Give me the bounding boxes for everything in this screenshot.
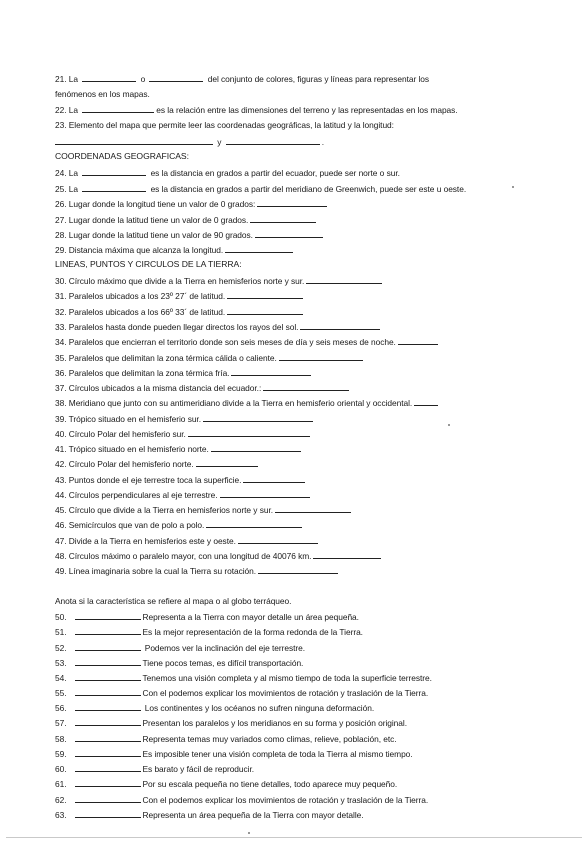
question-21: 21. La o del conjunto de colores, figuras y líneas para representar los <box>55 74 430 84</box>
answer-blank[interactable] <box>75 642 141 651</box>
question-23-answer: y . <box>55 136 558 148</box>
question-58: 58. Representa temas muy variados como climas, relieve, población, etc. <box>55 734 397 744</box>
question-25: 25. La es la distancia en grados a partir del meridiano de Greenwich, puede ser este u oeste. <box>55 184 467 194</box>
scan-speck <box>448 424 450 426</box>
section-heading-coordenadas: COORDENADAS GEOGRAFICAS: <box>55 151 189 161</box>
answer-blank[interactable] <box>250 214 316 223</box>
answer-blank[interactable] <box>263 382 349 391</box>
question-60: 60. Es barato y fácil de reproducir. <box>55 764 255 774</box>
scan-speck <box>512 186 514 188</box>
answer-blank[interactable] <box>220 489 310 498</box>
question-55: 55. Con el podemos explicar los movimientos de rotación y traslación de la Tierra. <box>55 688 429 698</box>
question-44: 44. Círculos perpendiculares al eje terrestre. <box>55 489 558 501</box>
answer-blank[interactable] <box>55 136 213 145</box>
answer-blank[interactable] <box>300 321 380 330</box>
answer-blank[interactable] <box>398 336 438 345</box>
question-27: 27. Lugar donde la latitud tiene un valor de 0 grados. <box>55 214 558 226</box>
question-41: 41. Trópico situado en el hemisferio norte. <box>55 443 558 455</box>
section-heading-lineas: LINEAS, PUNTOS Y CIRCULOS DE LA TIERRA: <box>55 259 242 269</box>
answer-blank[interactable] <box>275 504 351 513</box>
question-28: 28. Lugar donde la latitud tiene un valor de 90 grados. <box>55 229 558 241</box>
answer-blank[interactable] <box>203 413 313 422</box>
answer-blank[interactable] <box>226 136 320 145</box>
question-21-cont: fenómenos en los mapas. <box>55 89 150 99</box>
answer-blank[interactable] <box>75 733 141 742</box>
answer-blank[interactable] <box>75 687 141 696</box>
answer-blank[interactable] <box>75 763 141 772</box>
question-49: 49. Línea imaginaria sobre la cual la Tierra su rotación. <box>55 565 558 577</box>
answer-blank[interactable] <box>306 275 382 284</box>
question-22: 22. La es la relación entre las dimensiones del terreno y las representadas en los mapas. <box>55 105 458 115</box>
question-32: 32. Paralelos ubicados a los 66º 33´ de latitud. <box>55 306 558 318</box>
answer-blank[interactable] <box>75 626 141 635</box>
answer-blank[interactable] <box>188 428 310 437</box>
question-42: 42. Círculo Polar del hemisferio norte. <box>55 458 558 470</box>
answer-blank[interactable] <box>75 809 141 818</box>
question-59: 59. Es imposible tener una visión completa de toda la Tierra al mismo tiempo. <box>55 749 413 759</box>
answer-blank[interactable] <box>206 519 302 528</box>
answer-blank[interactable] <box>75 657 141 666</box>
question-37: 37. Círculos ubicados a la misma distancia del ecuador.: <box>55 382 558 394</box>
question-26: 26. Lugar donde la longitud tiene un valor de 0 grados: <box>55 198 558 210</box>
answer-blank[interactable] <box>255 229 323 238</box>
answer-blank[interactable] <box>75 794 141 803</box>
answer-blank[interactable] <box>227 306 303 315</box>
question-63: 63. Representa un área pequeña de la Tierra con mayor detalle. <box>55 810 364 820</box>
question-43: 43. Puntos donde el eje terrestre toca la superficie. <box>55 474 558 486</box>
answer-blank[interactable] <box>82 167 146 176</box>
question-29: 29. Distancia máxima que alcanza la longitud. <box>55 244 558 256</box>
answer-blank[interactable] <box>75 717 141 726</box>
answer-blank[interactable] <box>149 73 203 82</box>
question-47: 47. Divide a la Tierra en hemisferios este y oeste. <box>55 535 558 547</box>
answer-blank[interactable] <box>225 244 293 253</box>
question-57: 57. Presentan los paralelos y los meridianos en su forma y posición original. <box>55 718 407 728</box>
answer-blank[interactable] <box>279 352 363 361</box>
question-34: 34. Paralelos que encierran el territorio donde son seis meses de día y seis meses de noche. <box>55 336 558 348</box>
answer-blank[interactable] <box>75 611 141 620</box>
answer-blank[interactable] <box>196 458 258 467</box>
question-40: 40. Círculo Polar del hemisferio sur. <box>55 428 558 440</box>
answer-blank[interactable] <box>243 474 305 483</box>
answer-blank[interactable] <box>75 672 141 681</box>
question-48: 48. Círculos máximo o paralelo mayor, con una longitud de 40076 km. <box>55 550 558 562</box>
question-52: 52. Podemos ver la inclinación del eje terrestre. <box>55 643 305 653</box>
answer-blank[interactable] <box>82 104 154 113</box>
question-33: 33. Paralelos hasta donde pueden llegar directos los rayos del sol. <box>55 321 558 333</box>
answer-blank[interactable] <box>211 443 301 452</box>
question-24: 24. La es la distancia en grados a partir del ecuador, puede ser norte o sur. <box>55 168 400 178</box>
answer-blank[interactable] <box>231 367 311 376</box>
question-51: 51. Es la mejor representación de la forma redonda de la Tierra. <box>55 627 363 637</box>
question-30: 30. Círculo máximo que divide a la Tierra en hemisferios norte y sur. <box>55 275 558 287</box>
question-61: 61. Por su escala pequeña no tiene detalles, todo aparece muy pequeño. <box>55 779 398 789</box>
question-39: 39. Trópico situado en el hemisferio sur. <box>55 413 558 425</box>
question-50: 50. Representa a la Tierra con mayor detalle un área pequeña. <box>55 612 359 622</box>
question-45: 45. Círculo que divide a la Tierra en hemisferios norte y sur. <box>55 504 558 516</box>
answer-blank[interactable] <box>75 748 141 757</box>
section-instruction: Anota si la característica se refiere al mapa o al globo terráqueo. <box>55 596 292 606</box>
answer-blank[interactable] <box>414 397 438 406</box>
question-31: 31. Paralelos ubicados a los 23º 27´ de latitud. <box>55 290 558 302</box>
answer-blank[interactable] <box>75 702 141 711</box>
page-bottom-edge <box>6 837 582 838</box>
question-62: 62. Con el podemos explicar los movimientos de rotación y traslación de la Tierra. <box>55 795 429 805</box>
question-35: 35. Paralelos que delimitan la zona térmica cálida o caliente. <box>55 352 558 364</box>
question-36: 36. Paralelos que delimitan la zona térmica fría. <box>55 367 558 379</box>
answer-blank[interactable] <box>75 778 141 787</box>
question-56: 56. Los continentes y los océanos no sufren ninguna deformación. <box>55 703 375 713</box>
question-54: 54. Tenemos una visión completa y al mismo tiempo de toda la superficie terrestre. <box>55 673 432 683</box>
question-23: 23. Elemento del mapa que permite leer las coordenadas geográficas, la latitud y la longitud: <box>55 120 394 130</box>
question-38: 38. Meridiano que junto con su antimeridiano divide a la Tierra en hemisferio oriental y occidental. <box>55 397 558 409</box>
question-46: 46. Semicírculos que van de polo a polo. <box>55 519 558 531</box>
answer-blank[interactable] <box>257 198 327 207</box>
scan-speck <box>248 832 250 834</box>
answer-blank[interactable] <box>238 535 318 544</box>
answer-blank[interactable] <box>313 550 381 559</box>
answer-blank[interactable] <box>258 565 338 574</box>
question-53: 53. Tiene pocos temas, es difícil transportación. <box>55 658 304 668</box>
answer-blank[interactable] <box>82 73 136 82</box>
answer-blank[interactable] <box>227 290 303 299</box>
answer-blank[interactable] <box>82 183 146 192</box>
